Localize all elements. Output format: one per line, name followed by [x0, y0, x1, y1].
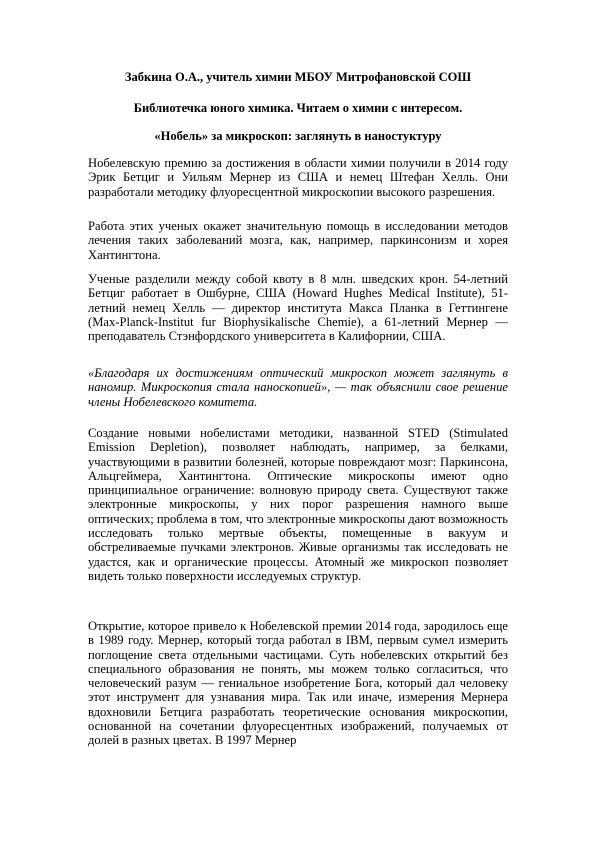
- paragraph-6: Открытие, которое привело к Нобелевской премии 2014 года, зародилось еще в 1989 году. Мернер, который тогда работал в IBM, первым сумел измерить поглощение света отдельными частицами. Суть нобелевских открытий без специального образования не понять, мы можем только согласиться, что человеческий разум — гениальное изобретение Бога, который дал человеку этот инструмент для узнавания мира. Так или иначе, измерения Мернера вдохновили Бетцига разработать теоретические основания микроскопии, основанной на сочетании флуоресцентных изображений, получаемых от долей в разных цветах. В 1997 Мернер: [88, 619, 508, 748]
- author-line: Забкина О.А., учитель химии МБОУ Митрофановской СОШ: [124, 70, 472, 84]
- paragraph-1: Нобелевскую премию за достижения в области химии получили в 2014 году Эрик Бетциг и Уильям Мернер из США и немец Штефан Хелль. Они разработали методику флуоресцентной микроскопии высокого разрешения.: [88, 156, 508, 199]
- article-title: «Нобель» за микроскоп: заглянуть в наностуктуру: [154, 129, 442, 143]
- quote-paragraph: «Благодаря их достижениям оптический микроскоп может заглянуть в наномир. Микроскопия стала наноскопией», — так объяснили свое решение члены Нобелевского комитета.: [88, 366, 508, 409]
- paragraph-3: Ученые разделили между собой квоту в 8 млн. шведских крон. 54-летний Бетциг работает в Ошбурне, США (Howard Hughes Medical Institute), 51-летний немец Хелль — директор института Макса Планка в Геттингене (Max-Planck-Institut fur Biophysikalische Chemie), а 61-летний Мернер — преподаватель Стэнфордского университета в Калифорнии, США.: [88, 272, 508, 344]
- paragraph-5: Создание новыми нобелистами методики, названной STED (Stimulated Emission Depletion), позволяет наблюдать, например, за белками, участвующими в развитии болезней, которые повреждают мозг: Паркинсона, Альцгеймера, Хантингтона. Оптические микроскопы имеют одно принципиальное ограничение: волновую природу света. Существуют также электронные микроскопы, у них порог разрешения намного выше оптических; проблема в том, что электронные микроскопы дают возможность исследовать только мертвые объекты, помещенные в вакуум и обстреливаемые пучками электронов. Живые организмы так исследовать не удастся, как и органические процессы. Атомный же микроскоп позволяет видеть только поверхности исследуемых структур.: [88, 426, 508, 583]
- series-line: Библиотечка юного химика. Читаем о химии с интересом.: [133, 101, 463, 115]
- paragraph-2: Работа этих ученых окажет значительную помощь в исследовании методов лечения таких заболеваний мозга, как, например, паркинсонизм и хорея Хантингтона.: [88, 219, 508, 262]
